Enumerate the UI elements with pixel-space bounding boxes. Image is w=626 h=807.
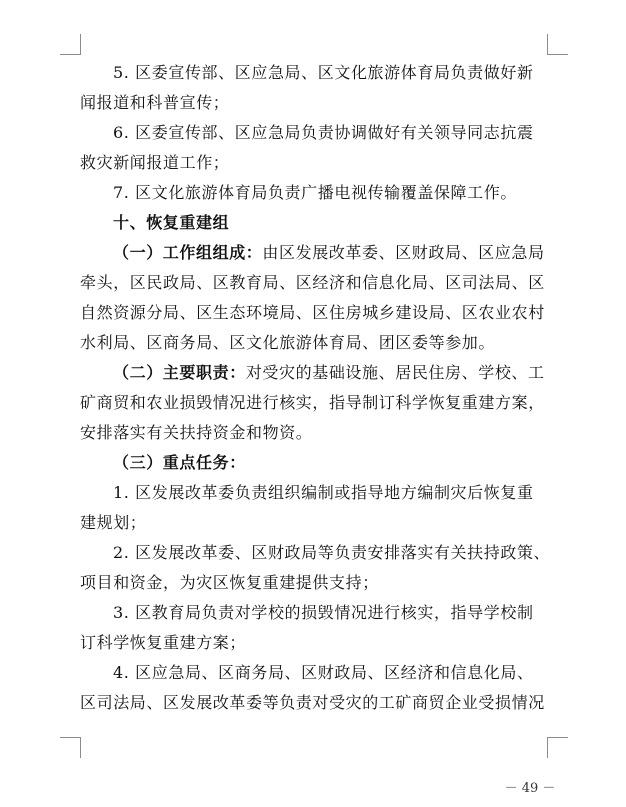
crop-mark-bottom-right [547,737,568,758]
paragraph-line [80,448,550,478]
paragraph-line: 项目和资金，为灾区恢复重建提供支持； [80,573,379,592]
subsection-label: （三）重点任务： [113,453,246,472]
page-number: － 49 － [504,781,556,796]
paragraph-line: 牵头，区民政局、区教育局、区经济和信息化局、区司法局、区 [80,273,545,292]
subsection-label: （一）工作组组成： [113,243,263,262]
paragraph-line: 自然资源分局、区生态环境局、区住房城乡建设局、区农业农村 [80,303,545,322]
paragraph-line: 3. 区教育局负责对学校的损毁情况进行核实，指导学校制 [113,603,534,622]
paragraph-line: 订科学恢复重建方案； [80,633,247,652]
crop-mark-bottom-left [60,737,81,758]
paragraph-line: 6. 区委宣传部、区应急局负责协调做好有关领导同志抗震 [113,123,534,142]
crop-mark-top-left [60,34,81,55]
paragraph-line: 安排落实有关扶持资金和物资。 [80,423,313,442]
paragraph-line: 5. 区委宣传部、区应急局、区文化旅游体育局负责做好新 [113,63,534,82]
paragraph-line: 水利局、区商务局、区文化旅游体育局、团区委等参加。 [80,333,496,352]
paragraph-line: 矿商贸和农业损毁情况进行核实，指导制订科学恢复重建方案， [80,393,545,412]
paragraph-line: 7. 区文化旅游体育局负责广播电视传输覆盖保障工作。 [113,183,517,202]
paragraph-line: （二）主要职责：对受灾的基础设施、居民住房、学校、工 [113,363,545,382]
paragraph-line: 闻报道和科普宣传； [80,93,230,112]
crop-mark-top-right [547,34,568,55]
paragraph-line: 1. 区发展改革委负责组织编制或指导地方编制灾后恢复重 [113,483,534,502]
paragraph-line: 建规划； [80,513,147,532]
paragraph-line: 4. 区应急局、区商务局、区财政局、区经济和信息化局、 [113,663,534,682]
paragraph-line: 救灾新闻报道工作； [80,153,230,172]
paragraph-line: （一）工作组组成：由区发展改革委、区财政局、区应急局 [113,243,545,262]
paragraph-line: 2. 区发展改革委、区财政局等负责安排落实有关扶持政策、 [113,543,551,562]
body-text [80,58,550,718]
section-heading: 十、恢复重建组 [113,213,230,232]
subsection-label: （二）主要职责： [113,363,246,382]
paragraph-line: 区司法局、区发展改革委等负责对受灾的工矿商贸企业受损情况 [80,693,545,712]
